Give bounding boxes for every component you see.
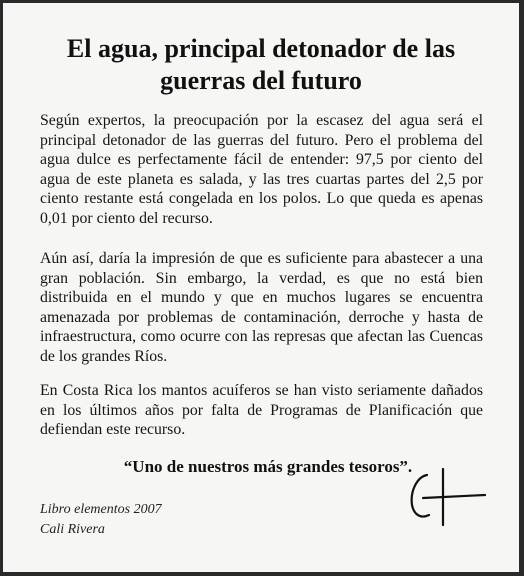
document-title: El agua, principal detonador de las guerras del futuro — [66, 34, 456, 95]
source-author: Cali Rivera — [40, 522, 105, 537]
handwritten-signature-icon — [405, 465, 487, 527]
paragraph-costa-rica: En Costa Rica los mantos acuíferos se han visto seriamente dañados en los últimos años por falta de Programas de Planificación que defiendan este recurso. — [40, 382, 483, 439]
featured-quote: “Uno de nuestros más grandes tesoros”. — [123, 457, 413, 476]
paragraph-water-scarcity: Según expertos, la preocupación por la escasez del agua será el principal detonador de las guerras del futuro. Pero el problema del agua dulce es perfectamente fácil de entender: 97,5 por ciento del agua de este planeta es salada, y las tres cuartas partes del 2,5 por ciento restante está congelada en los polos. Lo que queda es apenas 0,01 por ciento del recurso. — [40, 112, 483, 227]
source-credit — [40, 500, 162, 540]
document-page — [3, 3, 519, 572]
paragraph-distribution: Aún así, daría la impresión de que es suficiente para abastecer a una gran población. Sin embargo, la verdad, es que no está bien distribuida en el mundo y que en muchos lugares se encuentra amenazada por problemas de contaminación, derroche y hasta de infraestructura, como ocurre con las represas que afectan las Cuencas de los grandes Ríos. — [40, 250, 483, 365]
source-book: Libro elementos 2007 — [40, 502, 162, 517]
